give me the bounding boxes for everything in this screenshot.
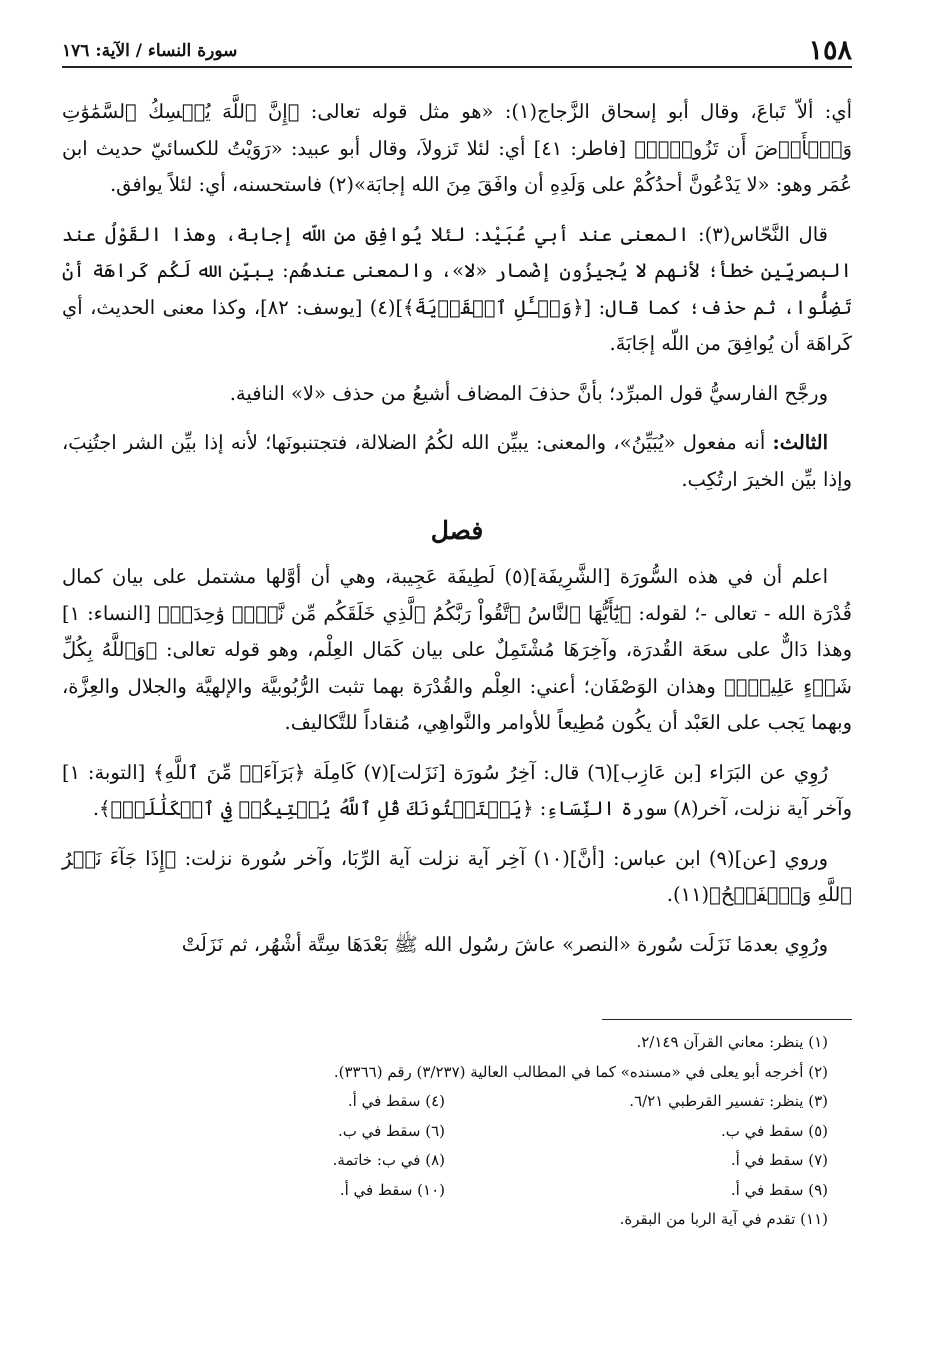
footnote-divider — [602, 1019, 852, 1020]
footnote: (٢) أخرجه أبو يعلى في «مسنده» كما في المطالب العالية (٣/٢٣٧) رقم (٣٣٦٦). — [333, 1062, 828, 1081]
main-text — [62, 94, 852, 963]
footnote: (٧) سقط في أ. — [730, 1151, 828, 1169]
footnote: (٥) سقط في ب. — [720, 1121, 828, 1140]
paragraph-lead: الثالث: — [772, 431, 828, 454]
paragraph-4-text: أنه مفعول «يُبَيِّنُ»، والمعنى: يبيِّن الله لكُمُ الضلالة، فتجتنبونَها؛ لأنه إذا بيِّن الشر اجتُنِبَ، وإذا بيِّن الخيرَ ارتُكِب. — [62, 431, 852, 491]
paragraph-7: وروي [عن](٩) ابن عباس: [أنَّ](١٠) آخِر آية نزلت آية الرِّبَا، وآخر سُورة نزلت: ﴿إِذَا جَآءَ نَصۡرُ ٱللَّهِ وَٱلۡفَتۡحُ﴾(١١). — [62, 846, 852, 906]
footnotes — [62, 1028, 852, 1235]
footnote: (٤) سقط في أ. — [347, 1092, 445, 1110]
footnote: (٩) سقط في أ. — [730, 1180, 828, 1199]
section-heading: فصل — [430, 516, 484, 545]
footnote: (٦) سقط في ب. — [337, 1121, 445, 1140]
paragraph-3: ورجَّح الفارسيُّ قول المبرِّد؛ بأنَّ حذفَ المضاف أشيعُ من حذف «لا» النافية. — [229, 381, 828, 405]
footnote: (١١) تقدم في آية الربا من البقرة. — [619, 1210, 828, 1228]
footnote: (٨) في ب: خاتمة. — [332, 1151, 445, 1169]
footnote: (١) ينظر: معاني القرآن ٢/١٤٩. — [636, 1033, 828, 1051]
running-title: سورة النساء / الآية: ١٧٦ — [62, 41, 238, 61]
footnote: (١٠) سقط في أ. — [339, 1180, 445, 1199]
paragraph-5: اعلم أن في هذه السُّورَة [الشَّرِيفَة](٥) لَطِيفَة عَجِيبة، وهي أن أوَّلها مشتمل على بيان كمال قُدْرَة الله - تعالى -؛ لقوله: ﴿يَٰٓأَيُّهَا ٱلنَّاسُ ٱتَّقُواْ رَبَّكُمُ ٱلَّذِي خَلَقَكُم مِّن نَّفۡسٖ وَٰحِدَةٖ﴾ [النساء: ١] وهذا دَالٌّ على سعَة القُدرَة، وآخِرَهَا مُشْتَمِلٌ على بيان كَمَال العِلْم، وهو قوله تعالى: ﴿وَٱللَّهُ بِكُلِّ شَيۡءٍ عَلِيمُۢ﴾ وهذان الوَصْفَان؛ أعني: العِلْم والقُدْرَة بهما تثبت الرُّبُوبيَّة والإلهيَّة والجلال والعِزَّة، وبهما يَجب على العَبْد أن يكُون مُطِيعاً للأوامر والنَّواهِي، مُنقاداً للتَّكاليف. — [62, 565, 852, 734]
paragraph-2: قال النَّحّاس(٣): المعنى عند أبي عُبَيْد: لئلا يُوافِق من اللّه إجابة، وهذا القَوْلُ عند البصريِّين خطأ؛ لأنهم لا يُجيزُون إضْمار «لا»، والمعنى عندهُم: يبيِّن الله لَكُم كَراهَة أنْ تَضِلُّوا، ثم حذف؛ كما قال: [﴿وَسۡـَٔلِ ٱلۡقَرۡيَةَ﴾](٤) [يوسف: ٨٢]، وكذا معنى الحديث، أي كَراهَة أن يُوافِقَ من اللّه إجَابَةَ. — [62, 222, 852, 355]
book-page — [62, 26, 852, 1235]
footnote: (٣) ينظر: تفسير القرطبي ٦/٢١. — [629, 1092, 828, 1110]
page-header — [62, 26, 852, 68]
paragraph-6: رُوِي عن البَرَاء [بن عَازِب](٦) قال: آخِرُ سُورَة [نَزَلت](٧) كَامِلَة ﴿بَرَآءَةٞ مِّنَ ٱللَّهِ﴾ [التوبة: ١] وآخر آية نزلت، آخر(٨) سورة النِّسَاءِ: ﴿يَسۡتَفۡتُونَكَ قُلِ ٱللَّهُ يُفۡتِيكُمۡ فِي ٱلۡكَلَٰلَةِۚ﴾. — [62, 760, 852, 820]
paragraph-1: أي: ألاّ تَباعَ، وقال أبو إسحاق الزَّجاج(١): «هو مثل قوله تعالى: ﴿إِنَّ ٱللَّهَ يُمۡسِكُ ٱلسَّمَٰوَٰتِ وَٱلۡأَرۡضَ أَن تَزُولَاۚ﴾ [فاطر: ٤١] أي: لئلا تَزولاَ، وقال أبو عبيد: «رَوَيْتُ للكسائيّ حديث ابن عُمَر وهو: «لا يَدْعُونَّ أحدُكُمْ على وَلَدِهِ أن وافَقَ مِنَ الله إجابَة»(٢) فاستحسنه، أي: لئلاً يوافق. — [62, 100, 853, 196]
paragraph-4 — [62, 425, 852, 498]
paragraph-8: ورُوِي بعدمَا نَزَلَت سُورة «النصر» عاشَ رسُول الله ﷺ بَعْدَهَا سِتَّة أشْهُر، ثم نَزَلَتْ — [181, 932, 828, 956]
page-number: ١٥٨ — [808, 35, 852, 66]
